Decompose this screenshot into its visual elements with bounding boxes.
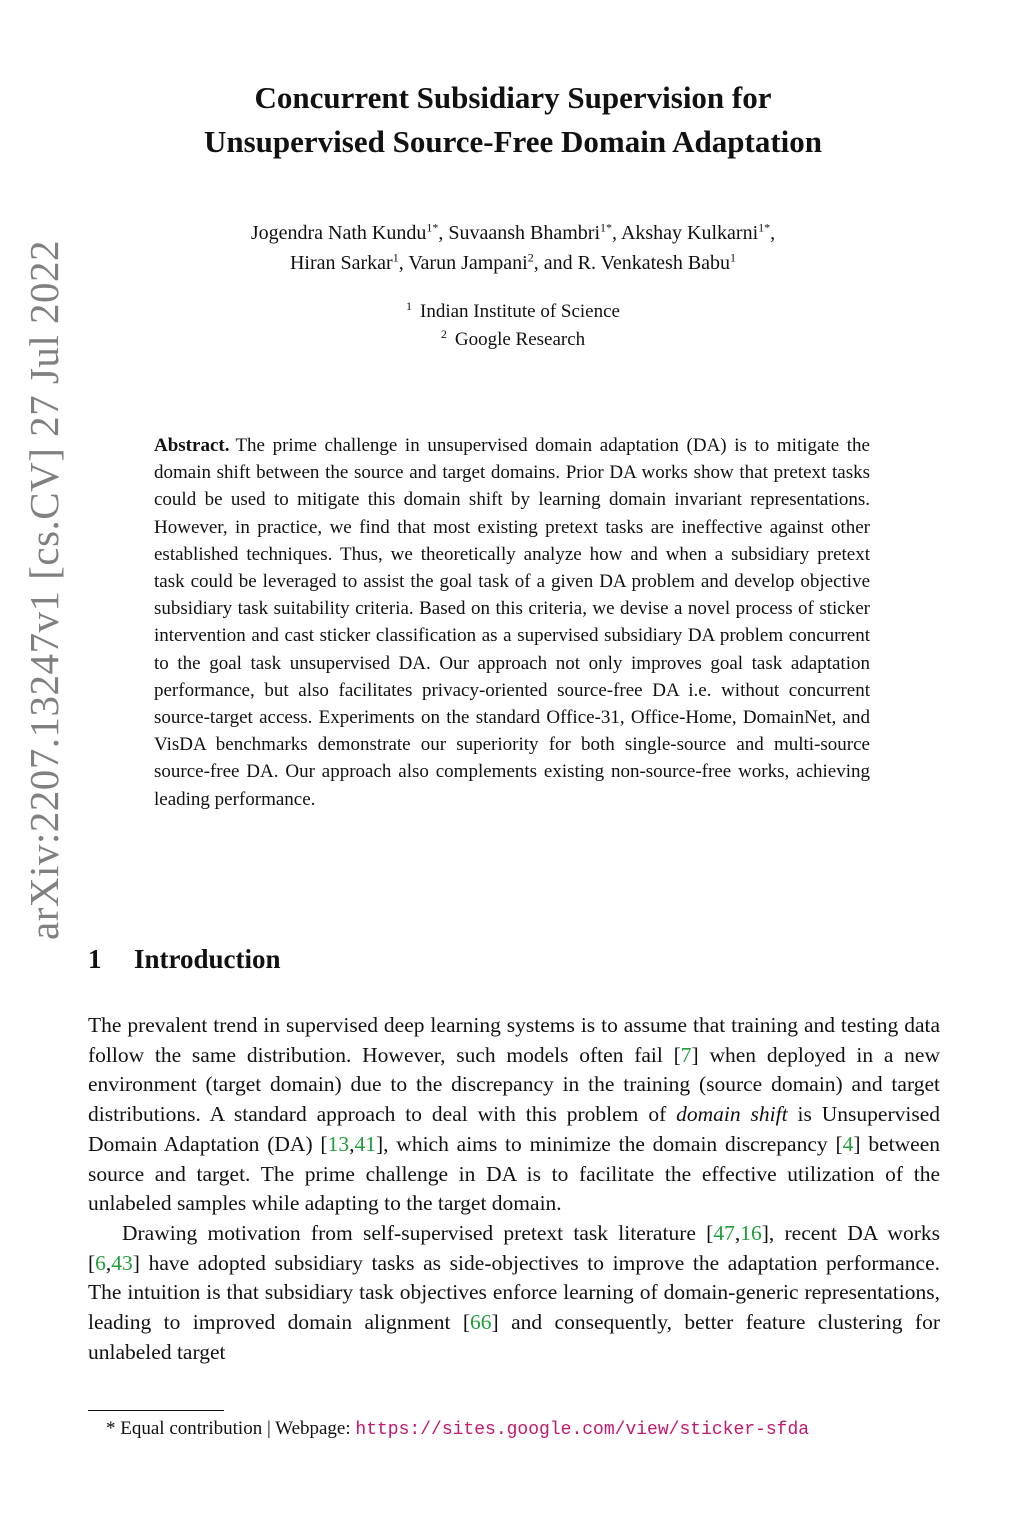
footnote-text: * Equal contribution | Webpage: [106,1418,356,1439]
author-mark: 2 [527,250,534,265]
affiliation-name: Google Research [454,329,586,350]
title-line-2: Unsupervised Source-Free Domain Adaptation [203,124,823,159]
section-heading [88,944,281,975]
abstract-text: The prime challenge in unsupervised domain adaptation (DA) is to mitigate the domain shift between the source and target domains. Prior DA works show that pretext tasks could be used to mitigate this domain shift by learning domain invariant representations. However, in practice, we find that most existing pretext tasks are ineffective against other established techniques. Thus, we theoretically analyze how and when a subsidiary pretext task could be leveraged to assist the goal task of a given DA problem and develop objective subsidiary task suitability criteria. Based on this criteria, we devise a novel process of sticker intervention and cast sticker classification as a supervised subsidiary DA problem concurrent to the goal task unsupervised DA. Our approach not only improves goal task adaptation performance, but also facilitates privacy-oriented source-free DA i.e. without concurrent source-target access. Experiments on the standard Office-31, Office-Home, DomainNet, and VisDA benchmarks demonstrate our superiority for both single-source and multi-source source-free DA. Our approach also complements existing non-source-free works, achieving leading performance. [154,435,870,810]
citation-link[interactable]: 41 [354,1131,376,1156]
text-run: Drawing motivation from self-supervised pretext task literature [ [122,1220,714,1245]
text-run: between source and target. The prime challenge in DA is to facilitate the effective utilization of the unlabeled samples while adapting to the target domain. [88,1131,940,1216]
section-title: Introduction [134,944,281,974]
citation-link[interactable]: 6 [95,1250,106,1275]
text-run: and consequently, better feature clustering for unlabeled target [88,1310,941,1364]
author-line-2: Hiran Sarkar$^1$, Varun Jampani$^2$, and R. Venkatesh Babu$^1$ [289,250,737,274]
title-line-1: Concurrent Subsidiary Supervision for [254,80,772,115]
affiliation-mark: 2 [440,326,447,341]
abstract [154,432,870,813]
citation-link[interactable]: 13 [327,1131,350,1156]
citation-link[interactable]: 16 [740,1220,762,1245]
affiliation [88,298,938,326]
author-mark: 1* [758,220,771,235]
paragraph-2: Drawing motivation from self-supervised pretext task literature [47,16], recent DA works [6,43] have adopted subsidiary tasks as side-objectives to improve the adaptation performance. The intuition is that subsidiary task objectives enforce learning of domain-generic representations, leading to improved domain alignment [66] and consequently, better feature clustering for unlabeled target [88,1220,941,1364]
affiliation [88,326,938,354]
footnote [106,1418,809,1440]
author-mark: 1 [392,250,399,265]
affiliations [88,298,938,354]
citation-link[interactable]: 66 [470,1310,492,1335]
citation-link[interactable]: 4 [842,1131,854,1156]
text-run: The prevalent trend in supervised deep learning systems is to assume that training and testing data follow the same distribution. However, such models often fail [88,1013,940,1067]
author-name: Suvaansh Bhambri [448,222,601,244]
text-run: when deployed in a new environment (target domain) due to the discrepancy in the training (source domain) and target distributions. A standard approach to deal with this problem of [88,1042,940,1127]
emphasis: domain shift [676,1102,788,1127]
author-name: Akshay Kulkarni [620,222,759,244]
footnote-divider [88,1410,224,1411]
text-run: ] have adopted subsidiary tasks as side-objectives to improve the adaptation performance. The intuition is that subsidiary task objectives enforce learning of domain-generic representations, leading to improved domain alignment [88,1250,940,1335]
author-mark: 1 [730,250,737,265]
text-run: is Unsupervised Domain Adaptation (DA) [ [88,1102,940,1156]
arxiv-identifier: arXiv:2207.13247v1 [cs.CV] 27 Jul 2022 [21,239,67,940]
abstract-label: Abstract. [154,435,230,456]
body-text [88,1011,940,1367]
citation-link[interactable]: 47 [713,1220,735,1245]
paper-title [88,76,938,164]
affiliation-name: Indian Institute of Science [420,301,620,322]
author-name: Hiran Sarkar [289,252,393,274]
paragraph-1: The prevalent trend in supervised deep learning systems is to assume that training and testing data follow the same distribution. However, such models often fail [7] when deployed in a new environment (target domain) due to the discrepancy in the training (source domain) and target distributions. A standard approach to deal with this problem of domain shift is Unsupervised Domain Adaptation (DA) [13,41], which aims to minimize the domain discrepancy [4] between source and target. The prime challenge in DA is to facilitate the effective utilization of the unlabeled samples while adapting to the target domain. [88,1013,940,1216]
affiliation-mark: 1 [406,298,413,313]
webpage-link[interactable]: https://sites.google.com/view/sticker-sfda [355,1420,810,1440]
text-run: ], recent DA works [ [88,1220,940,1275]
citation-link[interactable]: 43 [111,1250,133,1275]
text-run: ], which aims to minimize the domain discrepancy [375,1131,836,1156]
section-number: 1 [88,944,102,974]
abstract-paragraph [154,432,870,813]
author-name: R. Venkatesh Babu [577,252,731,274]
author-mark: 1* [426,220,439,235]
author-list [88,218,938,278]
author-name: Jogendra Nath Kundu [250,222,427,244]
author-mark: 1* [600,220,613,235]
author-line-1: Jogendra Nath Kundu$^{1*}$, Suvaansh Bhambri$^{1*}$, Akshay Kulkarni$^{1*}$, [250,220,776,244]
author-conjunction: and [543,252,573,274]
author-name: Varun Jampani [408,252,528,274]
citation-link[interactable]: 7 [680,1042,692,1067]
